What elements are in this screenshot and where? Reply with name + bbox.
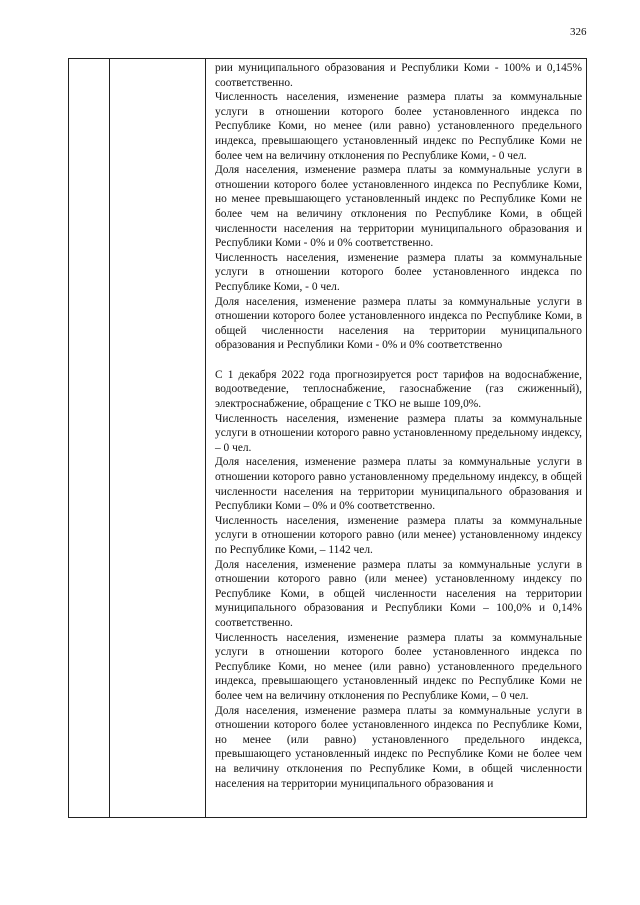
paragraph: Доля населения, изменение размера платы за коммунальные услуги в отношении которого более установленного индекса по Республике Коми, но менее превышающего установленный индекс по Республике Коми не более чем на величину отклонения по Республике Коми, в общей численности населения на территории муниципального образования и Республики Коми - 0% и 0% соответственно. [215, 164, 585, 250]
table-cell-text [215, 61, 585, 817]
paragraph: С 1 декабря 2022 года прогнозируется рост тарифов на водоснабжение, водоотведение, теплоснабжение, газоснабжение (газ сжиженный), электроснабжение, обращение с ТКО не выше 109,0%. [215, 368, 585, 411]
table-column-divider [205, 59, 206, 817]
paragraph: Численность населения, изменение размера платы за коммунальные услуги в отношении которого более установленного индекса по Республике Коми, но менее (или равно) установленного предельного индекса, превышающего установленный индекс по Республике Коми не более чем на величину отклонения по Республике Коми, – 0 чел. [215, 631, 585, 702]
paragraph: Доля населения, изменение размера платы за коммунальные услуги в отношении которого более установленного индекса по Республике Коми, в общей численности населения на территории муниципального образования и Республики Коми - 0% и 0% соответственно [215, 295, 585, 352]
document-table [68, 58, 587, 818]
paragraph: Численность населения, изменение размера платы за коммунальные услуги в отношении которого более установленного индекса по Республике Коми, но менее (или равно) установленного предельного индекса, превышающего установленный индекс по Республике Коми не более чем на величину отклонения по Республике Коми, - 0 чел. [215, 91, 585, 162]
paragraph: Численность населения, изменение размера платы за коммунальные услуги в отношении которого равно установленному предельному индексу, – 0 чел. [215, 412, 585, 454]
paragraph: Доля населения, изменение размера платы за коммунальные услуги в отношении которого более установленного индекса по Республике Коми, но менее (или равно) установленного предельного индекса, превышающего установленный индекс по Республике Коми не более чем на величину отклонения по Республике Коми, в общей численности населения на территории муниципального образования и [215, 704, 585, 790]
paragraph: Численность населения, изменение размера платы за коммунальные услуги в отношении которого более установленного индекса по Республике Коми, - 0 чел. [215, 251, 585, 293]
paragraph: Доля населения, изменение размера платы за коммунальные услуги в отношении которого равно (или менее) установленному индексу по Республике Коми, в общей численности населения на территории муниципального образования и Республики Коми – 100,0% и 0,14% соответственно. [215, 558, 585, 629]
paragraph: рии муниципального образования и Республики Коми - 100% и 0,145% соответственно. [215, 62, 585, 89]
page-number: 326 [570, 26, 587, 38]
table-column-divider [109, 59, 110, 817]
paragraph: Доля населения, изменение размера платы за коммунальные услуги в отношении которого равно установленному предельному индексу, в общей численности населения на территории муниципального образования и Республики Коми – 0% и 0% соответственно. [215, 456, 585, 513]
paragraph: Численность населения, изменение размера платы за коммунальные услуги в отношении которого равно (или менее) установленному индексу по Республике Коми, – 1142 чел. [215, 514, 585, 556]
paragraph-spacer [215, 353, 582, 368]
